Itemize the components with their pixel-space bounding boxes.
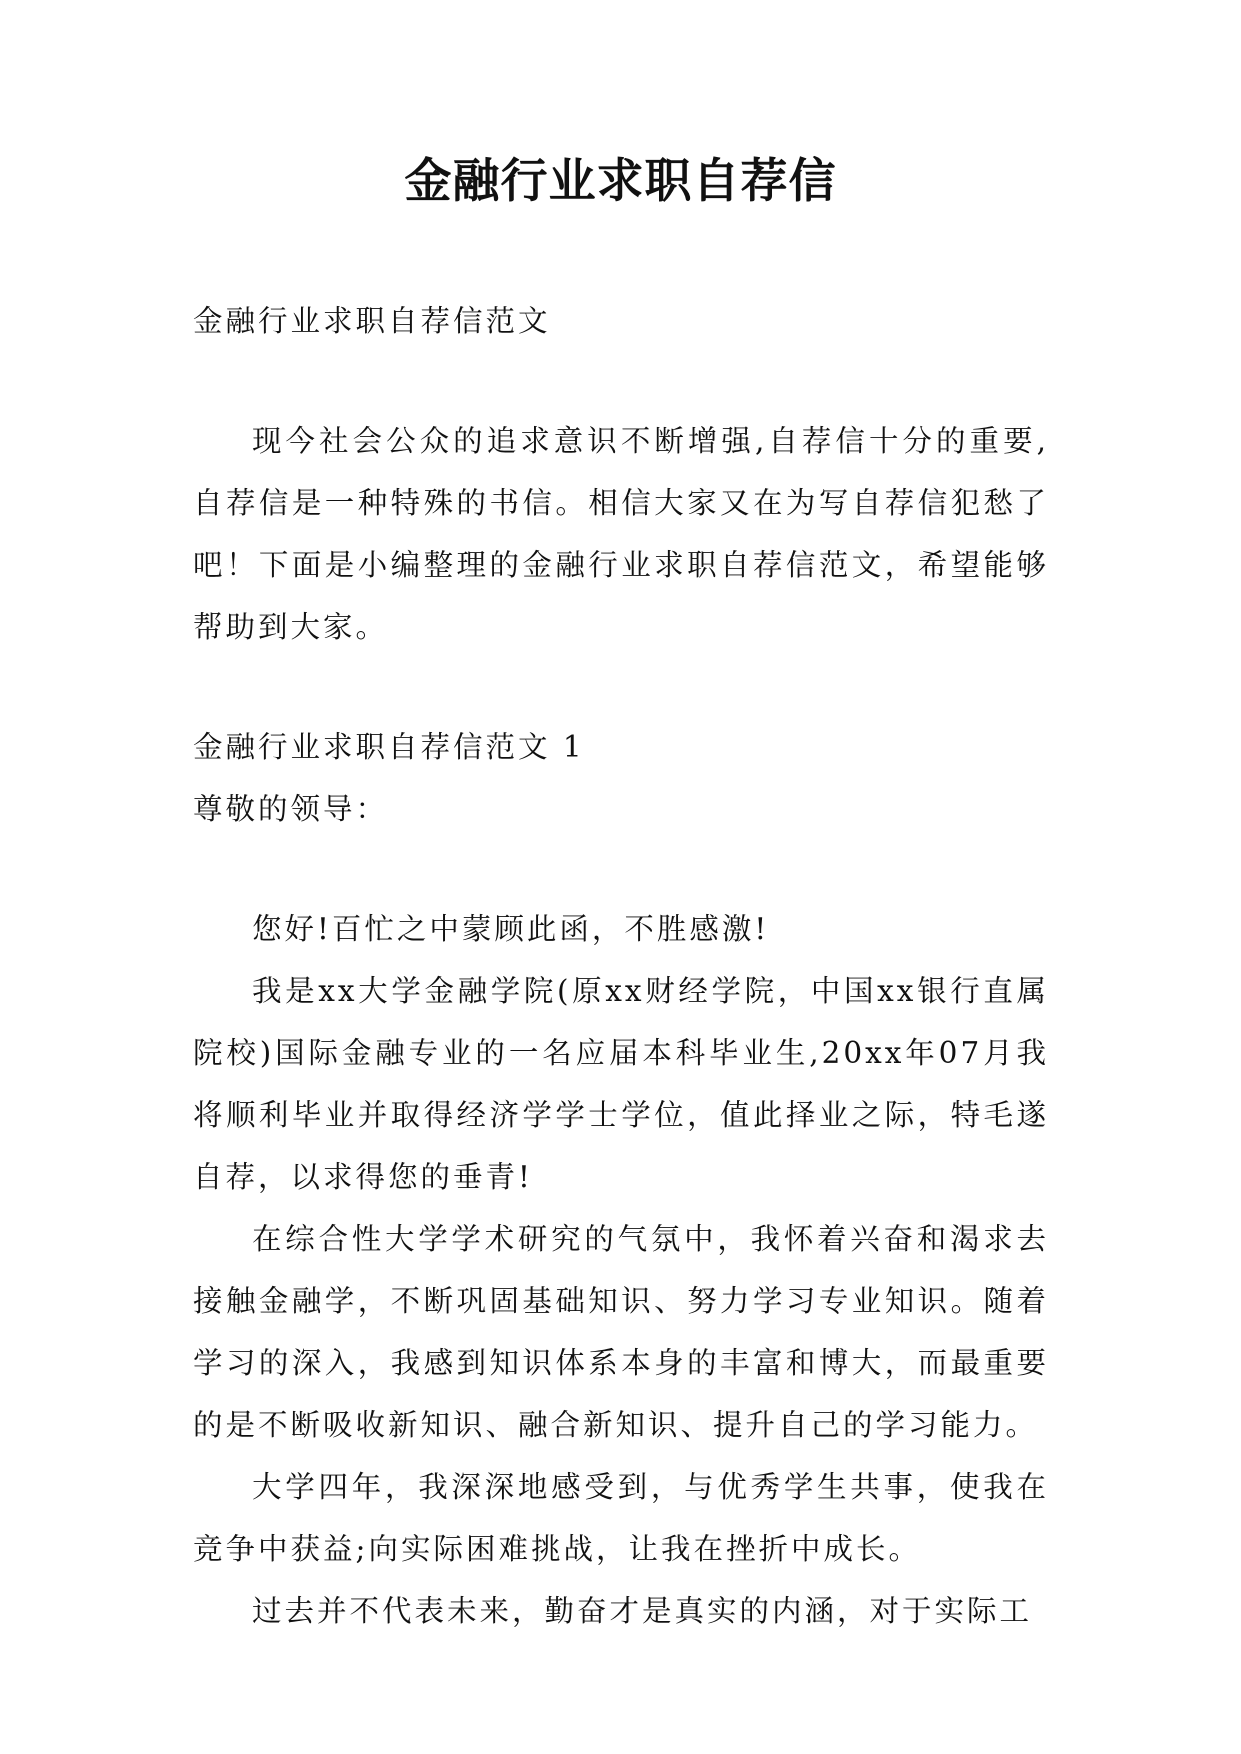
body-paragraph: 我是xx大学金融学院(原xx财经学院，中国xx银行直属院校)国际金融专业的一名应届本科毕业生,20xx年07月我将顺利毕业并取得经济学学士学位，值此择业之际，特毛遂自荐，以求得您的垂青! — [193, 974, 1049, 1194]
salutation: 尊敬的领导： — [193, 792, 389, 826]
document-body — [193, 290, 1049, 1642]
intro-paragraph: 现今社会公众的追求意识不断增强,自荐信十分的重要,自荐信是一种特殊的书信。相信大家又在为写自荐信犯愁了吧！下面是小编整理的金融行业求职自荐信范文，希望能够帮助到大家。 — [193, 424, 1049, 644]
body-paragraph: 在综合性大学学术研究的气氛中，我怀着兴奋和渴求去接触金融学，不断巩固基础知识、努力学习专业知识。随着学习的深入，我感到知识体系本身的丰富和博大，而最重要的是不断吸收新知识、融合新知识、提升自己的学习能力。 — [193, 1222, 1049, 1442]
body-paragraph: 过去并不代表未来，勤奋才是真实的内涵，对于实际工 — [252, 1594, 1033, 1628]
body-paragraph: 大学四年，我深深地感受到，与优秀学生共事，使我在竞争中获益;向实际困难挑战，让我在挫折中成长。 — [193, 1470, 1049, 1566]
section-heading: 金融行业求职自荐信范文 1 — [193, 730, 585, 764]
body-paragraph: 您好!百忙之中蒙顾此函，不胜感激! — [252, 912, 770, 946]
document-title: 金融行业求职自荐信 — [404, 154, 837, 209]
document-subtitle: 金融行业求职自荐信范文 — [193, 304, 551, 338]
